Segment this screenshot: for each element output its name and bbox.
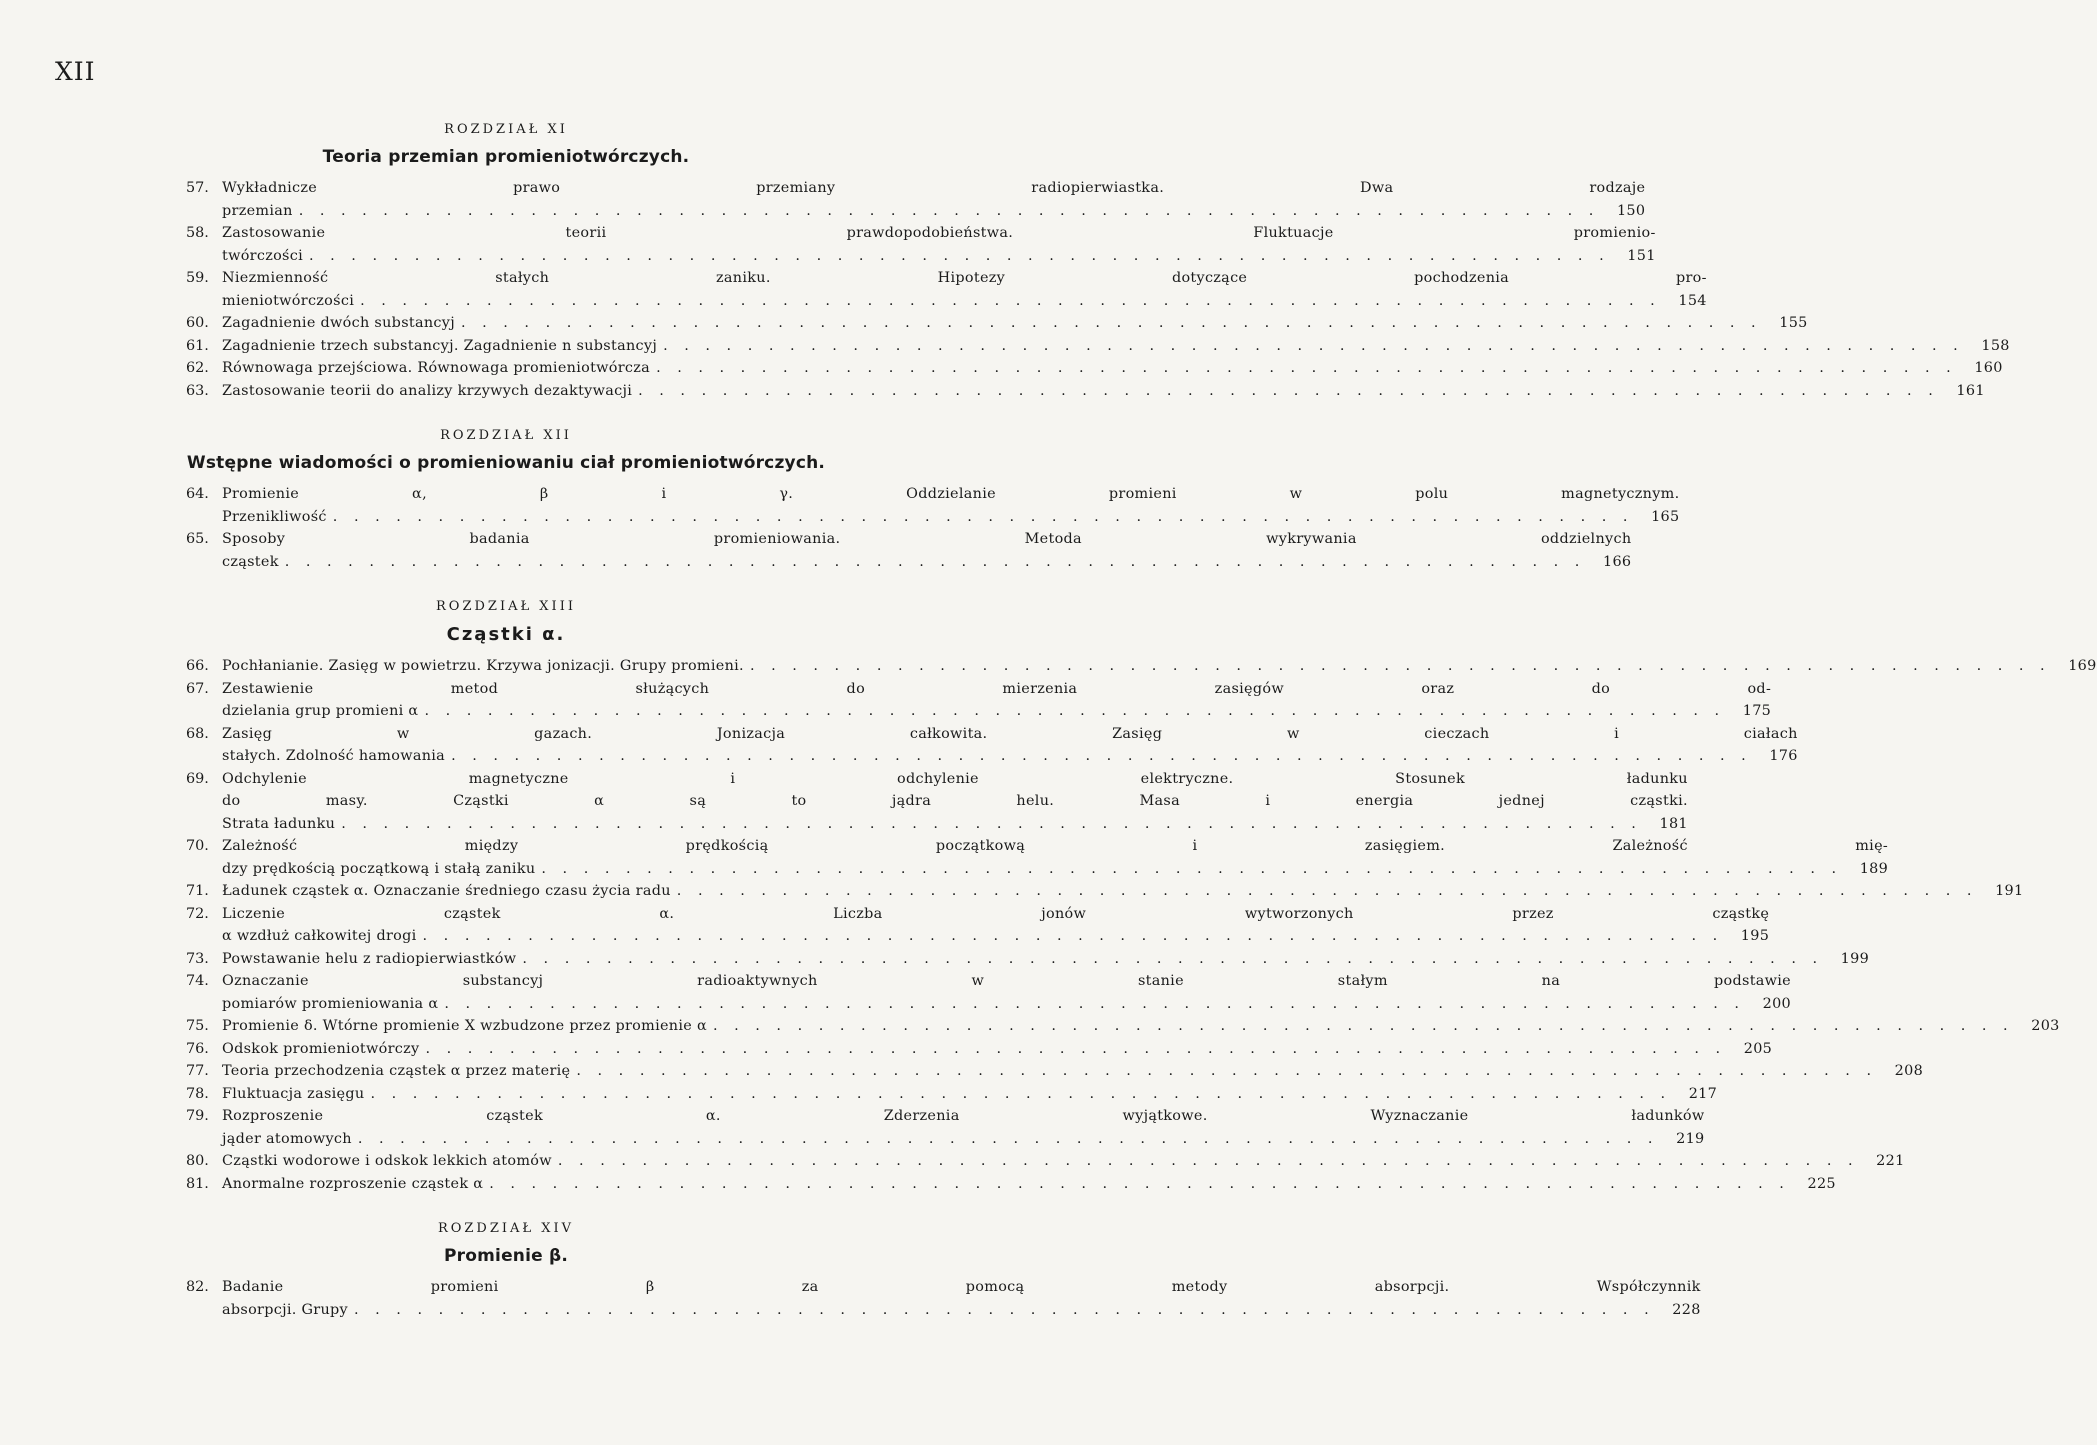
- entry-text: [222, 357, 2003, 380]
- entry-line-last: [222, 745, 1798, 768]
- chapter-label: ROZDZIAŁ XIV: [437, 1221, 575, 1236]
- page-ref: 225: [1807, 1175, 1836, 1192]
- toc-entry: [186, 655, 2097, 678]
- chapter-section: [186, 599, 2097, 1195]
- entry-number: 78.: [186, 1085, 209, 1102]
- entry-line-last: [222, 1083, 1717, 1106]
- entry-number: 69.: [186, 770, 209, 787]
- page-ref: 150: [1616, 202, 1646, 219]
- entry-line-text: absorpcji. Grupy: [222, 1301, 348, 1318]
- entry-line-text: Zagadnienie trzech substancyj. Zagadnienie n substancyj: [222, 337, 658, 354]
- entry-line-text: stałych. Zdolność hamowania: [222, 748, 446, 764]
- dot-leader: [576, 1060, 1877, 1083]
- chapter-section: [186, 122, 2010, 402]
- chapter-title: Wstępne wiadomości o promieniowaniu ciał promieniotwórczych.: [186, 453, 826, 473]
- entry-text: [222, 1083, 1717, 1106]
- entry-text: [222, 948, 1869, 971]
- entry-line-text: pomiarów promieniowania α: [222, 995, 439, 1012]
- page-ref: 175: [1742, 703, 1772, 719]
- entry-line-text: Pochłanianie. Zasięg w powietrzu. Krzywa jonizacji. Grupy promieni.: [222, 658, 744, 674]
- entry-line-text: twórczości: [222, 247, 303, 264]
- page-ref: 160: [1974, 360, 2003, 376]
- dot-leader: [750, 655, 2051, 678]
- toc-entry: [186, 678, 1772, 723]
- toc-entry: [186, 357, 2003, 380]
- entry-number: 77.: [186, 1063, 209, 1079]
- page-ref: 169: [2068, 658, 2097, 674]
- entry-text: [222, 528, 1631, 573]
- entry-line-last: [222, 1128, 1705, 1151]
- entry-number: 75.: [186, 1018, 209, 1034]
- entry-text: [222, 267, 1707, 312]
- dot-leader: [541, 858, 1842, 881]
- toc-entry: [186, 1083, 1718, 1106]
- entry-line: Badanie promieni β za pomocą metody absorpcji. Współczynnik: [222, 1279, 1701, 1295]
- entry-number: 64.: [186, 486, 209, 502]
- entry-line-last: [222, 551, 1631, 574]
- entry-number: 74.: [186, 973, 209, 989]
- entry-line-text: Fluktuacja zasięgu: [222, 1085, 365, 1102]
- dot-leader: [424, 700, 1725, 723]
- entry-text: [222, 335, 2010, 358]
- entry-line-text: jąder atomowych: [222, 1130, 352, 1147]
- toc-entry: [186, 1150, 1905, 1173]
- entry-text: [222, 222, 1656, 267]
- entry-line-last: [222, 1038, 1772, 1061]
- entry-text: [222, 1105, 1705, 1150]
- dot-leader: [299, 200, 1600, 223]
- entry-line: Liczenie cząstek α. Liczba jonów wytworzonych przez cząstkę: [222, 905, 1770, 922]
- dot-leader: [358, 1128, 1659, 1151]
- page-ref: 191: [1995, 883, 2024, 899]
- dot-leader: [461, 312, 1762, 335]
- entry-number: 61.: [186, 337, 209, 354]
- dot-leader: [354, 1299, 1655, 1322]
- dot-leader: [309, 245, 1610, 268]
- dot-leader: [333, 506, 1634, 529]
- dot-leader: [656, 357, 1957, 380]
- entry-line-last: [222, 813, 1688, 836]
- entry-number: 71.: [186, 883, 209, 899]
- page-ref: 228: [1672, 1301, 1701, 1318]
- entry-line-text: dzielania grup promieni α: [222, 703, 419, 719]
- entry-text: [222, 312, 1808, 335]
- entry-text: [222, 1150, 1905, 1173]
- toc-entry: [186, 1276, 1701, 1321]
- dot-leader: [425, 1038, 1726, 1061]
- entry-line: Niezmienność stałych zaniku. Hipotezy dotyczące pochodzenia pro-: [222, 270, 1707, 286]
- entry-line-last: [222, 700, 1771, 723]
- entry-line-last: [222, 948, 1869, 971]
- dot-leader: [713, 1015, 2014, 1038]
- entry-line-text: Promienie δ. Wtórne promienie X wzbudzone przez promienie α: [222, 1018, 707, 1034]
- page-number: XII: [55, 57, 96, 86]
- entry-line-text: Równowaga przejściowa. Równowaga promieniotwórcza: [222, 360, 651, 376]
- dot-leader: [677, 880, 1978, 903]
- entry-line-text: Cząstki wodorowe i odskok lekkich atomów: [222, 1153, 552, 1169]
- entry-number: 62.: [186, 360, 209, 376]
- entry-line: Rozproszenie cząstek α. Zderzenia wyjątkowe. Wyznaczanie ładunków: [222, 1108, 1705, 1124]
- entry-line: do masy. Cząstki α są to jądra helu. Masa i energia jednej cząstki.: [222, 793, 1688, 809]
- entry-line: Promienie α, β i γ. Oddzielanie promieni w polu magnetycznym.: [222, 486, 1680, 502]
- entry-number: 60.: [186, 315, 209, 331]
- chapter-title: Teoria przemian promieniotwórczych.: [322, 147, 690, 167]
- entry-number: 76.: [186, 1040, 209, 1057]
- entry-line-last: [222, 655, 2097, 678]
- entry-text: [222, 1015, 2060, 1038]
- entry-line-text: dzy prędkością początkową i stałą zaniku: [222, 860, 536, 877]
- dot-leader: [663, 335, 1964, 358]
- entry-number: 73.: [186, 950, 209, 967]
- dot-leader: [423, 925, 1724, 948]
- toc-entry: [186, 1038, 1773, 1061]
- dot-leader: [558, 1150, 1859, 1173]
- entry-text: [222, 1276, 1701, 1321]
- entry-line: Zasięg w gazach. Jonizacja całkowita. Zasięg w cieczach i ciałach: [222, 725, 1798, 742]
- entry-line: Zastosowanie teorii prawdopodobieństwa. Fluktuacje promienio-: [222, 225, 1656, 241]
- entry-line-text: mieniotwórczości: [222, 292, 355, 309]
- page-ref: 208: [1894, 1063, 1924, 1079]
- dot-leader: [522, 948, 1823, 971]
- chapter-label: ROZDZIAŁ XII: [440, 428, 572, 443]
- page-ref: 158: [1981, 337, 2010, 354]
- toc-entry: [186, 723, 1798, 768]
- entry-line-last: [222, 506, 1679, 529]
- toc-entry: [186, 880, 2024, 903]
- toc-entry: [186, 948, 1870, 971]
- entry-line-last: [222, 357, 2003, 380]
- page-ref: 195: [1740, 928, 1770, 944]
- page-ref: 221: [1876, 1153, 1905, 1169]
- page-ref: 205: [1743, 1040, 1773, 1057]
- entry-number: 79.: [186, 1108, 209, 1124]
- entry-line-last: [222, 335, 2010, 358]
- entry-line-text: Przenikliwość: [222, 508, 327, 525]
- toc-entry: [186, 380, 1985, 403]
- table-of-contents: [186, 112, 2097, 1347]
- dot-leader: [489, 1173, 1790, 1196]
- entry-line-last: [222, 925, 1769, 948]
- chapter-section: [186, 428, 1680, 573]
- entry-text: [222, 1173, 1836, 1196]
- page-ref: 189: [1859, 860, 1889, 877]
- entry-line-text: cząstek: [222, 553, 279, 570]
- toc-entry: [186, 335, 2010, 358]
- entry-number: 59.: [186, 270, 209, 286]
- entry-line: Odchylenie magnetyczne i odchylenie elektryczne. Stosunek ładunku: [222, 770, 1688, 787]
- entry-line-text: Ładunek cząstek α. Oznaczanie średniego czasu życia radu: [222, 883, 671, 899]
- entry-line-text: Teoria przechodzenia cząstek α przez materię: [222, 1063, 571, 1079]
- entry-line-text: α wzdłuż całkowitej drogi: [222, 928, 417, 944]
- page-ref: 219: [1676, 1130, 1705, 1147]
- toc-entry: [186, 528, 1632, 573]
- dot-leader: [370, 1083, 1671, 1106]
- entry-number: 68.: [186, 725, 209, 742]
- toc-entry: [186, 177, 1646, 222]
- toc-entry: [186, 1173, 1836, 1196]
- entry-number: 70.: [186, 838, 209, 854]
- entry-line-last: [222, 880, 2023, 903]
- toc-entry: [186, 1060, 1924, 1083]
- entry-line-text: Zagadnienie dwóch substancyj: [222, 315, 455, 331]
- entry-line: Sposoby badania promieniowania. Metoda wykrywania oddzielnych: [222, 531, 1632, 547]
- entry-text: [222, 903, 1769, 948]
- entry-line-text: Odskok promieniotwórczy: [222, 1040, 420, 1057]
- entry-text: [222, 380, 1985, 403]
- entry-number: 65.: [186, 531, 209, 547]
- entry-line-last: [222, 858, 1888, 881]
- page-ref: 155: [1779, 315, 1808, 331]
- entry-line: Zestawienie metod służących do mierzenia zasięgów oraz do od-: [222, 680, 1772, 697]
- entry-text: [222, 678, 1771, 723]
- entry-line-text: Strata ładunku: [222, 815, 336, 832]
- chapter-title: Cząstki α.: [446, 624, 566, 645]
- entry-text: [222, 1060, 1923, 1083]
- entry-number: 81.: [186, 1175, 209, 1192]
- entry-text: [222, 655, 2097, 678]
- entry-line-last: [222, 1060, 1923, 1083]
- page-ref: 217: [1688, 1085, 1718, 1102]
- entry-text: [222, 880, 2023, 903]
- chapter-label: ROZDZIAŁ XI: [444, 122, 568, 137]
- entry-line-text: Zastosowanie teorii do analizy krzywych dezaktywacji: [222, 382, 633, 399]
- entry-number: 63.: [186, 382, 209, 399]
- entry-line-text: przemian: [222, 202, 293, 219]
- entry-line-last: [222, 290, 1707, 313]
- toc-entry: [186, 903, 1770, 948]
- dot-leader: [638, 380, 1939, 403]
- page-ref: 165: [1651, 508, 1680, 525]
- toc-entry: [186, 835, 1889, 880]
- dot-leader: [285, 551, 1586, 574]
- toc-entry: [186, 483, 1680, 528]
- toc-entry: [186, 768, 1688, 836]
- dot-leader: [360, 290, 1661, 313]
- page-ref: 151: [1627, 247, 1656, 264]
- entry-number: 66.: [186, 658, 209, 674]
- page-ref: 181: [1659, 815, 1688, 832]
- entry-text: [222, 970, 1791, 1015]
- entry-number: 67.: [186, 680, 209, 697]
- toc-entry: [186, 267, 1707, 312]
- entry-text: [222, 177, 1645, 222]
- page-ref: 161: [1956, 382, 1985, 399]
- dot-leader: [444, 993, 1745, 1016]
- entry-line: Zależność między prędkością początkową i zasięgiem. Zależność mię-: [222, 838, 1889, 854]
- entry-number: 72.: [186, 905, 209, 922]
- chapter-label: ROZDZIAŁ XIII: [436, 599, 576, 614]
- entry-line-last: [222, 380, 1985, 403]
- entry-line-last: [222, 245, 1656, 268]
- entry-line-last: [222, 312, 1808, 335]
- page-ref: 199: [1840, 950, 1870, 967]
- entry-line-last: [222, 993, 1791, 1016]
- entry-number: 82.: [186, 1279, 209, 1295]
- entry-line-last: [222, 1173, 1836, 1196]
- entry-line: Oznaczanie substancyj radioaktywnych w stanie stałym na podstawie: [222, 973, 1791, 989]
- entry-number: 58.: [186, 225, 209, 241]
- page-ref: 176: [1769, 748, 1798, 764]
- page-ref: 203: [2031, 1018, 2060, 1034]
- entry-line-last: [222, 1150, 1905, 1173]
- entry-text: [222, 768, 1688, 836]
- toc-entry: [186, 1105, 1705, 1150]
- entry-text: [222, 723, 1798, 768]
- entry-number: 57.: [186, 180, 209, 196]
- dot-leader: [451, 745, 1752, 768]
- page-ref: 200: [1762, 995, 1791, 1012]
- entry-line-last: [222, 200, 1645, 223]
- page-ref: 154: [1678, 292, 1707, 309]
- entry-text: [222, 835, 1888, 880]
- entry-line-last: [222, 1299, 1701, 1322]
- toc-entry: [186, 970, 1791, 1015]
- page-ref: 166: [1603, 553, 1632, 570]
- toc-entry: [186, 312, 1808, 335]
- entry-text: [222, 1038, 1772, 1061]
- toc-entry: [186, 222, 1656, 267]
- entry-line-last: [222, 1015, 2060, 1038]
- dot-leader: [341, 813, 1642, 836]
- chapter-section: [186, 1221, 1701, 1321]
- chapter-title: Promienie β.: [444, 1246, 568, 1266]
- entry-number: 80.: [186, 1153, 209, 1169]
- entry-text: [222, 483, 1679, 528]
- entry-line-text: Powstawanie helu z radiopierwiastków: [222, 950, 517, 967]
- toc-entry: [186, 1015, 2060, 1038]
- entry-line-text: Anormalne rozproszenie cząstek α: [222, 1175, 484, 1192]
- entry-line: Wykładnicze prawo przemiany radiopierwiastka. Dwa rodzaje: [222, 180, 1646, 196]
